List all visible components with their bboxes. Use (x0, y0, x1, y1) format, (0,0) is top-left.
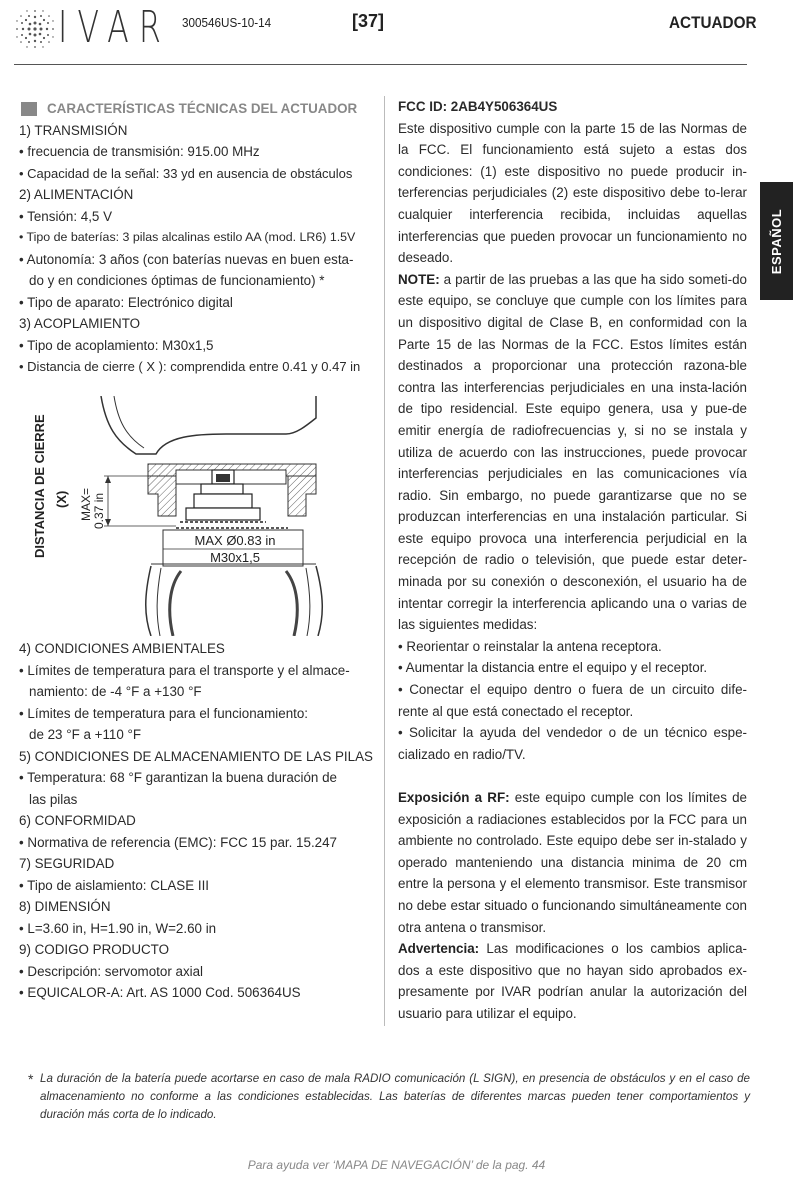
page-number: [37] (352, 11, 385, 31)
left-column (19, 98, 375, 378)
warning-text: Las modificaciones o los cambios aplica-dos a este dispositivo que no hayan sido aprobados ex-presamente por IVAR podrían anular la autorización del usuario para utilizar el equipo. (398, 941, 747, 1021)
spec-line: • Límites de temperatura para el transporte y el almace- (19, 662, 350, 678)
spec-line: • Distancia de cierre ( X ): comprendida entre 0.41 y 0.47 in (19, 359, 361, 374)
heading-square-icon (21, 102, 37, 116)
spec-line: 5) CONDICIONES DE ALMACENAMIENTO DE LAS PILAS (19, 748, 373, 764)
spec-line: • Tipo de aparato: Electrónico digital (19, 294, 233, 310)
closing-distance-label: DISTANCIA DE CIERRE (32, 414, 47, 558)
actuator-coupling-diagram (26, 396, 376, 636)
spec-line: 3) ACOPLAMIENTO (19, 316, 141, 331)
section-title: ACTUADOR (669, 13, 757, 32)
measure-item: • Aumentar la distancia entre el equipo y el receptor. (398, 660, 708, 676)
language-tab-label (760, 182, 793, 300)
footnote (28, 1070, 750, 1124)
spec-line: las pilas (29, 791, 78, 807)
measure-item: • Reorientar o reinstalar la antena receptora. (398, 638, 662, 654)
spec-line: • Normativa de referencia (EMC): FCC 15 par. 15.247 (19, 834, 338, 850)
spec-line: • frecuencia de transmisión: 915.00 MHz (19, 144, 260, 159)
document-code: 300546US-10-14 (182, 15, 272, 30)
left-column-lower (19, 638, 375, 1004)
measure-item: • Solicitar la ayuda del vendedor o de un técnico espe-cializado en radio/TV. (398, 725, 747, 762)
spec-line: de 23 °F a +110 °F (29, 727, 142, 742)
spec-line: • Tipo de acoplamiento: M30x1,5 (19, 337, 214, 353)
ivar-wordmark: IVAR (58, 2, 171, 53)
rf-exposure-paragraph (398, 787, 747, 938)
spec-line: do y en condiciones óptimas de funcionamiento) * (29, 273, 325, 288)
rf-text: este equipo cumple con los límites de exposición a radiaciones establecidos por la FCC para un ambiente no controlado. Este equipo debe ser in-stalado y operado manteniendo una distancia minima de 20 cm entre la persona y el elemento transmisor. Este transmisor no debe estar situado o funcionando simultáneamente con otra antena o transmisor. (398, 790, 747, 935)
navigation-help-note: Para ayuda ver ‘MAPA DE NAVEGACIÓN’ de la pag. 44 (247, 1158, 546, 1172)
spec-line: 6) CONFORMIDAD (19, 813, 136, 828)
spec-line: • Tensión: 4,5 V (19, 208, 113, 224)
spec-line: 7) SEGURIDAD (19, 856, 115, 871)
footnote-asterisk: * (28, 1071, 34, 1087)
spec-line: 4) CONDICIONES AMBIENTALES (19, 641, 225, 656)
spec-line: • Tipo de baterías: 3 pilas alcalinas estilo AA (mod. LR6) 1.5V (19, 230, 356, 244)
header-divider (14, 64, 747, 65)
language-tab-text: ESPAÑOL (769, 208, 785, 274)
spec-line: namiento: de -4 °F a +130 °F (29, 684, 202, 699)
closing-distance-x-label: (X) (54, 490, 69, 508)
spec-line: • L=3.60 in, H=1.90 in, W=2.60 in (19, 920, 217, 936)
note-paragraph (398, 269, 747, 636)
spec-line: • Límites de temperatura para el funcionamiento: (19, 705, 309, 721)
measure-item: • Conectar el equipo dentro o fuera de un circuito dife-rente al que está conectado el receptor. (398, 682, 747, 719)
spec-line: 9) CODIGO PRODUCTO (19, 942, 170, 957)
footnote-text: La duración de la batería puede acortarse en caso de mala RADIO comunicación (L SIGN), en presencia de obstáculos y en el caso de almacenamiento no conforme a las condiciones establecidas. Las baterías de diferentes marcas pueden tener comportamientos y duración más corta de lo indicado. (40, 1072, 750, 1121)
spec-line: • Capacidad de la señal: 33 yd en ausencia de obstáculos (19, 165, 353, 181)
specs-heading-text: CARACTERÍSTICAS TÉCNICAS DEL ACTUADOR (47, 101, 358, 116)
spec-line: 1) TRANSMISIÓN (19, 122, 128, 138)
rf-label: Exposición a RF: (398, 790, 510, 805)
spec-line: • EQUICALOR-A: Art. AS 1000 Cod. 506364US (19, 985, 301, 1000)
spec-line: 8) DIMENSIÓN (19, 899, 111, 914)
spec-line: • Temperatura: 68 °F garantizan la buena duración de (19, 770, 337, 785)
note-text: a partir de las pruebas a las que ha sido someti-do este equipo, se concluye que cumple con los límites para un dispositivo digital de Clase B, en conformidad con la Parte 15 de las Normas de la FCC. Estos límites están destinados a proporcionar una protección razona-ble contra las interferencias perjudiciales en una insta-lación de tipo residencial. Este equipo genera, usa y pue-de emitir energía de radiofrecuencias y, si no se instala y utiliza de acuerdo con las instrucciones, puede provocar interferencias perjudiciales en las comunicaciones vía radio. Sin embargo, no puede garantizarse que no se produzcan interferencias en una instalación particular. Si este equipo provoca una interferencia perjudicial en la recepción de radio o televisión, que puede estar deter-minada por su conexión o desconexión, el usuario ha de intentar corregir la interferencia aplicando una o varias de las siguientes medidas: (398, 271, 747, 633)
spec-line: • Tipo de aislamiento: CLASE III (19, 877, 210, 893)
fcc-id-heading: FCC ID: 2AB4Y506364US (398, 99, 558, 114)
column-divider (384, 96, 385, 1026)
right-column (398, 96, 747, 1025)
warning-label: Advertencia: (398, 941, 480, 957)
spec-line: • Autonomía: 3 años (con baterías nuevas en buen esta- (19, 251, 354, 267)
note-label: NOTE: (398, 271, 440, 287)
fcc-paragraph: Este dispositivo cumple con la parte 15 de las Normas de la FCC. El funcionamiento está sujeto a estas dos condiciones: (1) este dispositivo no puede producir in-terferencias perjudiciales (2) este dispositivo debe to-lerar cualquier interferencia recibida, incluidas aquellas interferencias que pueden provocar un funcionamiento no deseado. (398, 120, 747, 266)
thread-label: M30x1,5 (210, 550, 260, 565)
max-value-label: 0.37 in (92, 492, 106, 529)
spec-line: • Descripción: servomotor axial (19, 963, 204, 979)
globe-logo-icon (10, 4, 60, 54)
warning-paragraph (398, 938, 747, 1024)
spec-line: 2) ALIMENTACIÓN (19, 187, 134, 202)
diameter-label: MAX Ø0.83 in (194, 533, 276, 548)
max-label: MAX= (79, 487, 93, 521)
specs-heading (19, 98, 375, 120)
